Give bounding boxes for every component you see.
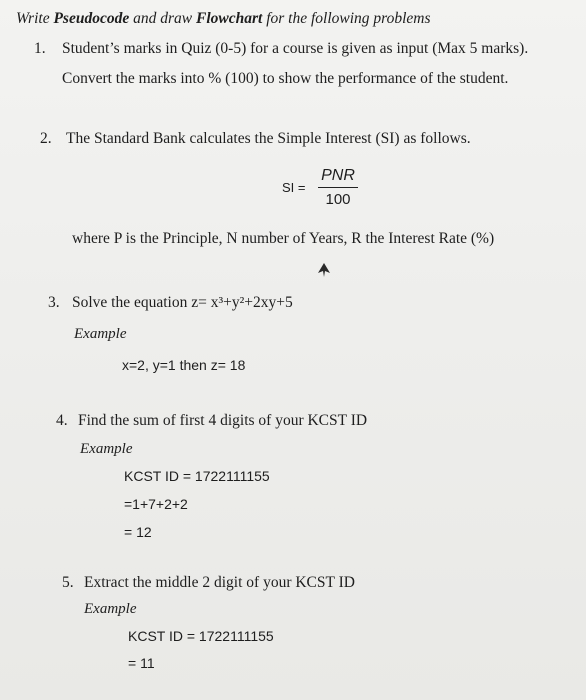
- q3-text: Solve the equation z= x³+y²+2xy+5: [72, 294, 293, 311]
- q4-example-label: Example: [80, 441, 133, 457]
- heading-text: for the following problems: [262, 10, 431, 27]
- q3-example: x=2, y=1 then z= 18: [122, 357, 246, 373]
- q3-number: 3.: [48, 294, 60, 311]
- heading-bold-flowchart: Flowchart: [195, 10, 263, 27]
- q4-number: 4.: [56, 412, 68, 429]
- q5-number: 5.: [62, 574, 74, 591]
- q5-result: = 11: [128, 655, 155, 671]
- q3-example-label: Example: [74, 326, 127, 342]
- si-formula-lhs: SI =: [282, 180, 306, 195]
- q4-result: = 12: [124, 524, 152, 540]
- q2-text: The Standard Bank calculates the Simple Interest (SI) as follows.: [66, 130, 471, 147]
- q1-number: 1.: [34, 40, 46, 57]
- q5-example-label: Example: [84, 601, 137, 617]
- si-formula-fraction: [318, 167, 358, 208]
- q1-line1: Student’s marks in Quiz (0-5) for a course is given as input (Max 5 marks).: [62, 40, 529, 57]
- q1-line2: Convert the marks into % (100) to show the performance of the student.: [62, 70, 509, 87]
- q2-number: 2.: [40, 130, 52, 147]
- q4-sum-expression: =1+7+2+2: [124, 496, 188, 512]
- q5-kcst-id: KCST ID = 1722111155: [128, 628, 274, 644]
- page-heading: [16, 10, 431, 28]
- si-formula-denominator: 100: [325, 191, 351, 209]
- heading-text: and draw: [129, 10, 196, 27]
- q4-text: Find the sum of first 4 digits of your KCST ID: [78, 412, 368, 429]
- si-formula-numerator: PNR: [321, 167, 355, 184]
- heading-text: Write: [16, 10, 54, 27]
- heading-bold-pseudocode: Pseudocode: [53, 10, 130, 27]
- fraction-bar: [318, 187, 358, 188]
- mouse-pointer-icon: [318, 263, 330, 277]
- q4-kcst-id: KCST ID = 1722111155: [124, 468, 270, 484]
- q5-text: Extract the middle 2 digit of your KCST ID: [84, 574, 355, 591]
- q2-where: where P is the Principle, N number of Years, R the Interest Rate (%): [72, 230, 495, 247]
